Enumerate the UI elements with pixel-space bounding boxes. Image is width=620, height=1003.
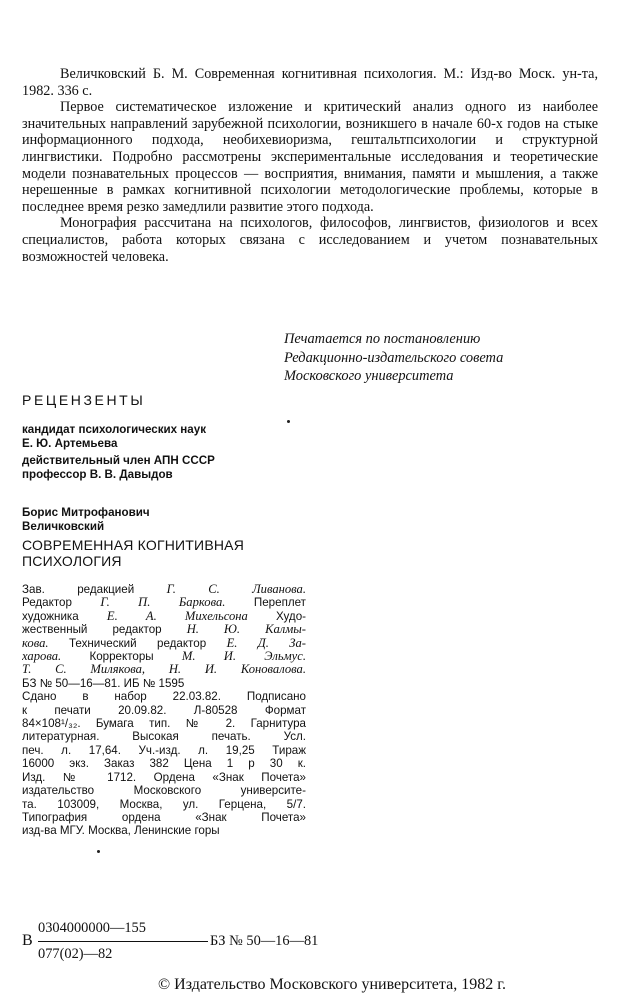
colophon-line: [22, 623, 306, 636]
colophon-line: 84×108¹/₃₂. Бумага тип. № 2. Гарнитура: [22, 717, 306, 731]
author-name: [22, 506, 150, 534]
index-numerator: 0304000000—155: [38, 920, 146, 936]
annotation-paragraph-2: Монография рассчитана на психологов, философов, лингвистов, физиологов и всех специалистов, работа которых связана с исследованием и учетом познавательных возможностей человека.: [22, 215, 598, 265]
annotation-block: [22, 66, 598, 265]
colophon-line: Изд. № 1712. Ордена «Знак Почета»: [22, 770, 306, 784]
colophon-line: [22, 583, 306, 596]
colophon-text: Корректоры: [61, 650, 182, 664]
colophon-line: печ. л. 17,64. Уч.-изд. л. 19,25 Тираж: [22, 743, 306, 757]
colophon-line: издательство Московского университе-: [22, 784, 306, 798]
colophon-person: Г. С. Ливанова.: [166, 583, 306, 596]
colophon-person: М. И. Эльмус.: [181, 650, 306, 664]
reviewer-1: [22, 423, 206, 451]
bibliographic-record: Величковский Б. М. Современная когнитивная психология. М.: Изд-во Моск. ун-та, 1982. 336 с.: [22, 66, 598, 99]
colophon: [22, 583, 306, 838]
colophon-line: та. 103009, Москва, ул. Герцена, 5/7.: [22, 797, 306, 811]
print-speck: [97, 850, 100, 853]
book-title-line-1: СОВРЕМЕННАЯ КОГНИТИВНАЯ: [22, 537, 245, 553]
colophon-text: художника: [22, 609, 107, 623]
colophon-text: Худо-: [247, 609, 306, 623]
reviewers-heading: РЕЦЕНЗЕНТЫ: [22, 392, 146, 408]
colophon-line: [22, 650, 306, 663]
colophon-person: Г. П. Баркова.: [100, 596, 226, 610]
colophon-line: литературная. Высокая печать. Усл.: [22, 730, 306, 744]
book-title-line-2: ПСИХОЛОГИЯ: [22, 552, 122, 569]
approval-line-2: Редакционно-издательского совета: [284, 349, 504, 366]
colophon-line: [22, 610, 306, 623]
colophon-person: Е. А. Михельсона: [106, 609, 248, 623]
colophon-text: жественный редактор: [22, 623, 187, 637]
colophon-line: к печати 20.09.82. Л-80528 Формат: [22, 703, 306, 717]
colophon-line: БЗ № 50—16—81. ИБ № 1595: [22, 676, 185, 690]
index-denominator: 077(02)—82: [38, 946, 113, 962]
author-first-names: Борис Митрофанович: [22, 506, 150, 519]
colophon-line: [22, 637, 306, 650]
approval-line-3: Московского университета: [284, 368, 454, 384]
reviewer-2-name: профессор В. В. Давыдов: [22, 468, 173, 481]
approval-line-1: Печатается по постановлению: [284, 331, 481, 347]
colophon-line: Типография ордена «Знак Почета»: [22, 810, 306, 824]
colophon-person: Т. С. Милякова, Н. И. Коновалова.: [22, 663, 306, 677]
colophon-person: Н. Ю. Калмы-: [186, 623, 306, 637]
index-bz: БЗ № 50—16—81: [210, 933, 319, 949]
index-letter: В: [22, 932, 33, 949]
colophon-line: [22, 596, 306, 609]
approval-note: [284, 330, 604, 386]
annotation-paragraph-1: Первое систематическое изложение и критический анализ одного из наиболее значительных направлений зарубежной психологии, возникшего в начале 60-х годов на стыке информационного подхода, необихевиоризма, гештальтпсихологии и структурной лингвистики. Подробно рассмотрены экспериментальные исследования и теоретические модели познавательных процессов — восприятия, внимания, памяти и мышления, а также нерешенные в рамках когнитивной психологии методологические проблемы, которые в последнее время резко замедлили развитие этого подхода.: [22, 99, 598, 215]
colophon-text: Переплет: [225, 596, 306, 610]
colophon-person: Е. Д. За-: [226, 636, 306, 650]
reviewer-2: [22, 454, 215, 482]
colophon-person: кова.: [22, 636, 49, 650]
colophon-text: Редактор: [22, 596, 101, 610]
colophon-line: [22, 663, 306, 676]
copyright-line: © Издательство Московского университета, 1982 г.: [158, 976, 506, 993]
print-speck: [287, 420, 290, 423]
colophon-text: Зав. редакцией: [22, 583, 167, 596]
reviewer-2-title: действительный член АПН СССР: [22, 454, 215, 467]
colophon-person: харова.: [22, 650, 62, 664]
colophon-line: Сдано в набор 22.03.82. Подписано: [22, 690, 306, 704]
fraction-rule: [38, 941, 208, 942]
colophon-line: изд-ва МГУ. Москва, Ленинские горы: [22, 824, 220, 838]
book-title: [22, 538, 244, 569]
author-surname: Величковский: [22, 520, 105, 533]
colophon-text: Технический редактор: [48, 636, 227, 650]
reviewer-1-name: Е. Ю. Артемьева: [22, 437, 118, 450]
colophon-line: 16000 экз. Заказ 382 Цена 1 р 30 к.: [22, 757, 306, 771]
reviewer-1-title: кандидат психологических наук: [22, 423, 206, 436]
